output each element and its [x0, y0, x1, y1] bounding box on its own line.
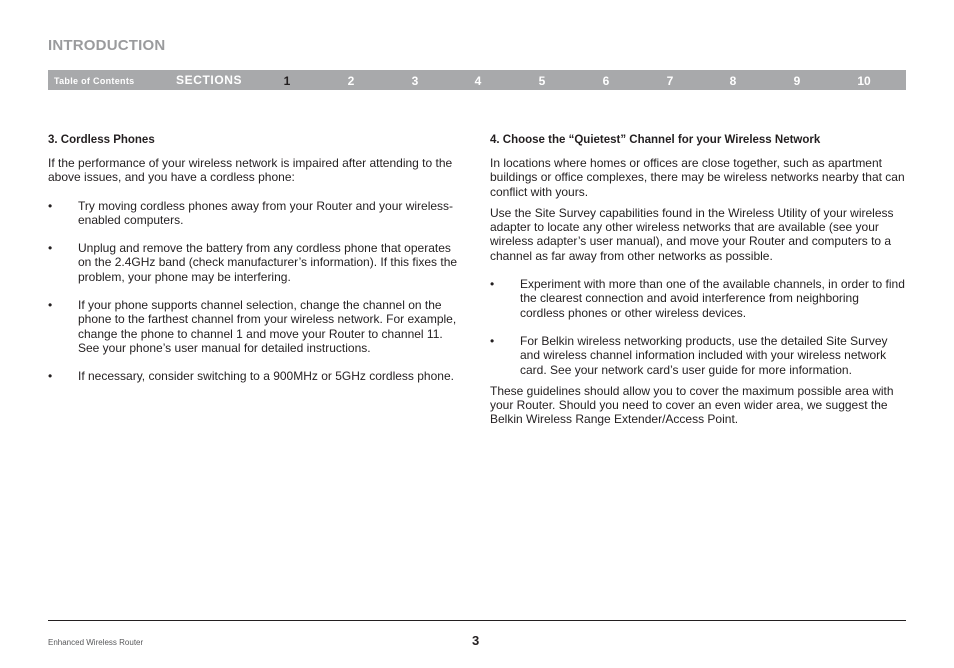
- list-item-text: Unplug and remove the battery from any cordless phone that operates on the 2.4GHz band (check manufacturer’s information). If this fixes the problem, your phone may be interfering.: [78, 241, 458, 284]
- list-item-text: Experiment with more than one of the available channels, in order to find the clearest connection and avoid interference from neighboring cordless phones or other wireless devices.: [520, 277, 905, 320]
- list-item-text: Try moving cordless phones away from your Router and your wireless-enabled computers.: [78, 198, 454, 227]
- section-link-10[interactable]: 10: [857, 74, 871, 88]
- bullet-icon: •: [48, 369, 53, 384]
- section-link-2[interactable]: 2: [347, 74, 355, 88]
- list-item: [48, 369, 466, 383]
- list-item: [490, 277, 906, 320]
- section-link-1[interactable]: 1: [283, 74, 291, 88]
- section-heading-cordless-phones: 3. Cordless Phones: [48, 134, 155, 146]
- bullet-icon: •: [48, 198, 53, 213]
- bullet-icon: •: [48, 241, 53, 256]
- sections-label: SECTIONS: [176, 73, 243, 87]
- list-item: [48, 298, 466, 355]
- section-link-9[interactable]: 9: [793, 74, 801, 88]
- section-link-3[interactable]: 3: [411, 74, 419, 88]
- bullet-icon: •: [490, 333, 495, 348]
- section-link-5[interactable]: 5: [538, 74, 546, 88]
- list-item: [48, 241, 466, 284]
- paragraph: In locations where homes or offices are close together, such as apartment buildings or office complexes, there may be wireless networks nearby that can conflict with yours.: [490, 156, 905, 199]
- list-item-text: If necessary, consider switching to a 900MHz or 5GHz cordless phone.: [78, 369, 454, 384]
- list-item-text: For Belkin wireless networking products, use the detailed Site Survey and wireless channel information included with your wireless network card. See your network card’s user guide for more information.: [520, 333, 888, 377]
- page-number: 3: [472, 633, 480, 648]
- intro-paragraph: If the performance of your wireless network is impaired after attending to the above issues, and you have a cordless phone:: [48, 156, 453, 185]
- right-column: [490, 133, 906, 434]
- footer-product-name: Enhanced Wireless Router: [48, 638, 144, 647]
- paragraph: Use the Site Survey capabilities found in the Wireless Utility of your wireless adapter to locate any other wireless networks that are available (see your wireless adapter’s user manual), and move your Router and computers to a channel as far away from other networks as possible.: [490, 205, 894, 263]
- list-item-text: If your phone supports channel selection, change the channel on the phone to the farthest channel from your wireless network. For example, change the phone to channel 1 and move your Router to channel 11. See your phone’s user manual for detailed instructions.: [78, 298, 457, 355]
- section-heading-quietest-channel: 4. Choose the “Quietest” Channel for your Wireless Network: [490, 134, 821, 146]
- list-item: [48, 199, 466, 228]
- table-of-contents-link[interactable]: Table of Contents: [54, 76, 135, 86]
- bullet-icon: •: [490, 277, 495, 292]
- section-link-4[interactable]: 4: [474, 74, 482, 88]
- section-link-6[interactable]: 6: [602, 74, 610, 88]
- section-link-7[interactable]: 7: [666, 74, 674, 88]
- list-item: [490, 334, 906, 377]
- footer-divider: [48, 620, 906, 621]
- bullet-icon: •: [48, 298, 53, 313]
- paragraph: These guidelines should allow you to cover the maximum possible area with your Router. Should you need to cover an even wider area, we suggest the Belkin Wireless Range Extender/Access Point.: [490, 383, 894, 427]
- section-link-8[interactable]: 8: [729, 74, 737, 88]
- bullet-list: [490, 277, 906, 377]
- page-header-title: INTRODUCTION: [48, 37, 166, 54]
- left-column: [48, 133, 466, 398]
- section-nav-bar: [48, 70, 906, 90]
- bullet-list: [48, 199, 466, 384]
